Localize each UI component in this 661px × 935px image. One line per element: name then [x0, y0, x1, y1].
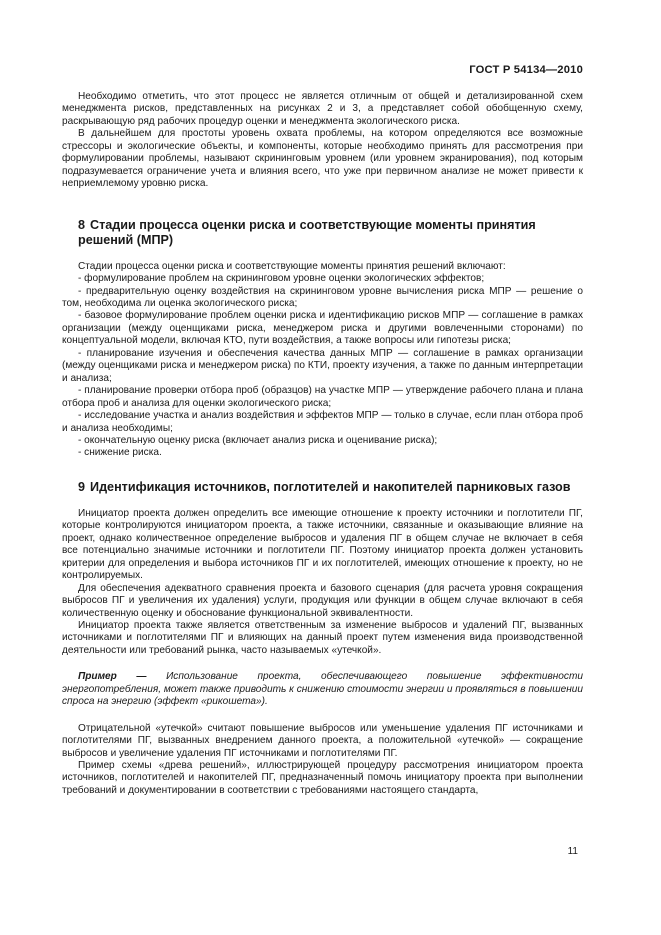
list-item: - исследование участка и анализ воздействия и эффектов МПР — только в случае, если план отбора проб и анализа необходимы; — [62, 410, 583, 434]
intro-paragraph-1: Необходимо отметить, что этот процесс не является отличным от общей и детализированной схем менеджмента рисков, представленных на рисунках 2 и 3, а представляет собой обобщенную схему, раскрывающую ряд рабочих процедур оценки и менеджмента экологического риска. — [62, 91, 583, 127]
section-9-paragraph-1: Инициатор проекта должен определить все имеющие отношение к проекту источники и поглотители ПГ, которые контролируются инициатором проекта, а также источники, связанные и оказывающие влияние на проект, однако количественное определение выбросов и удаления ПГ в общем случае не включает в себя все потенциально значимые источники и поглотители ПГ. Поэтому инициатор проекта должен установить критерии для определения и выбора источников ПГ и их поглотителей, имеющих отношение к проекту, но не контролируемых. — [62, 507, 583, 582]
section-9-paragraph-2: Для обеспечения адекватного сравнения проекта и базового сценария (для расчета уровня сокращения выбросов ПГ и увеличения их удаления) услуги, продукция или функции в общем случае включают в себя количественную оценку и обоснование функциональной эквивалентности. — [62, 582, 583, 619]
section-9-closing-2: Пример схемы «древа решений», иллюстрирующей процедуру рассмотрения инициатором проекта источников, поглотителей и накопителей ПГ, предназначенный помочь инициатору проекта при выполнении требований и документировании в соответствии с требованиями настоящего стандарта, — [62, 760, 583, 796]
example-label: Пример — — [78, 671, 147, 683]
section-9-paragraph-3: Инициатор проекта также является ответственным за изменение выбросов и удалений ПГ, вызванных источниками и поглотителями ПГ и влияющих на данный проект путем изменения вида производственной деятельности или требований рынка, часто называемых «утечкой». — [62, 619, 583, 656]
list-item: - базовое формулирование проблем оценки риска и идентификацию рисков МПР — соглашение в рамках организации (между оценщиками риска, менеджером риска и другими вовлеченными сторонами) по концептуальной модели, включая КТО, пути воздействия, а также вопросы или гипотезы риска; — [62, 310, 583, 347]
section-8-lead: Стадии процесса оценки риска и соответствующие моменты принятия решений включают: — [78, 260, 506, 272]
list-item: - предварительную оценку воздействия на скрининговом уровне вычисления риска МПР — решение о том, необходима ли оценка экологического риска; — [62, 285, 583, 309]
list-item: - планирование изучения и обеспечения качества данных МПР — соглашение в рамках организации (между оценщиками риска и менеджером риска) по КТИ, проекту изучения, а также по данным интерпретации и анализа; — [62, 347, 583, 384]
section-9-closing-1: Отрицательной «утечкой» считают повышение выбросов или уменьшение удаления ПГ источниками и поглотителями ПГ, вызванных внедрением данного проекта, а положительной «утечкой» — сокращение выбросов и увеличение удаления ПГ источниками и поглотителями ПГ. — [62, 722, 583, 759]
section-9-heading — [62, 480, 583, 495]
section-8-number: 8 — [78, 217, 86, 232]
list-item: - снижение риска. — [78, 447, 162, 459]
section-8-heading — [62, 218, 583, 248]
page-content — [62, 91, 583, 797]
example-text: Использование проекта, обеспечивающего повышение эффективности энергопотребления, может также приводить к снижению стоимости энергии и проявляться в повышении спроса на энергию (эффект «рикошета»). — [62, 671, 583, 708]
page-number: 11 — [567, 846, 578, 857]
section-8-title: Стадии процесса оценки риска и соответствующие моменты принятия решений (МПР) — [78, 217, 536, 247]
section-9-title: Идентификация источников, поглотителей и накопителей парниковых газов — [90, 479, 571, 494]
standard-header: ГОСТ Р 54134—2010 — [469, 64, 583, 76]
section-9-number: 9 — [78, 479, 86, 494]
intro-paragraph-2: В дальнейшем для простоты уровень охвата проблемы, на котором определяются все возможные стрессоры и экологические объекты, и компоненты, которые необходимо принять для рассмотрения при формулировании проблемы, называют скрининговым уровнем (или уровнем экранирования), под которым подразумевается ограничение учета и влияния всего, что уже при первичном анализе не может привести к неприемлемому уровню риска. — [62, 128, 583, 190]
list-item: - планирование проверки отбора проб (образцов) на участке МПР — утверждение рабочего плана и плана отбора проб и анализа для оценки экологического риска; — [62, 385, 583, 409]
list-item: - формулирование проблем на скрининговом уровне оценки экологических эффектов; — [78, 273, 485, 285]
list-item: - окончательную оценку риска (включает анализ риска и оценивание риска); — [78, 434, 438, 446]
example-note — [62, 671, 583, 708]
